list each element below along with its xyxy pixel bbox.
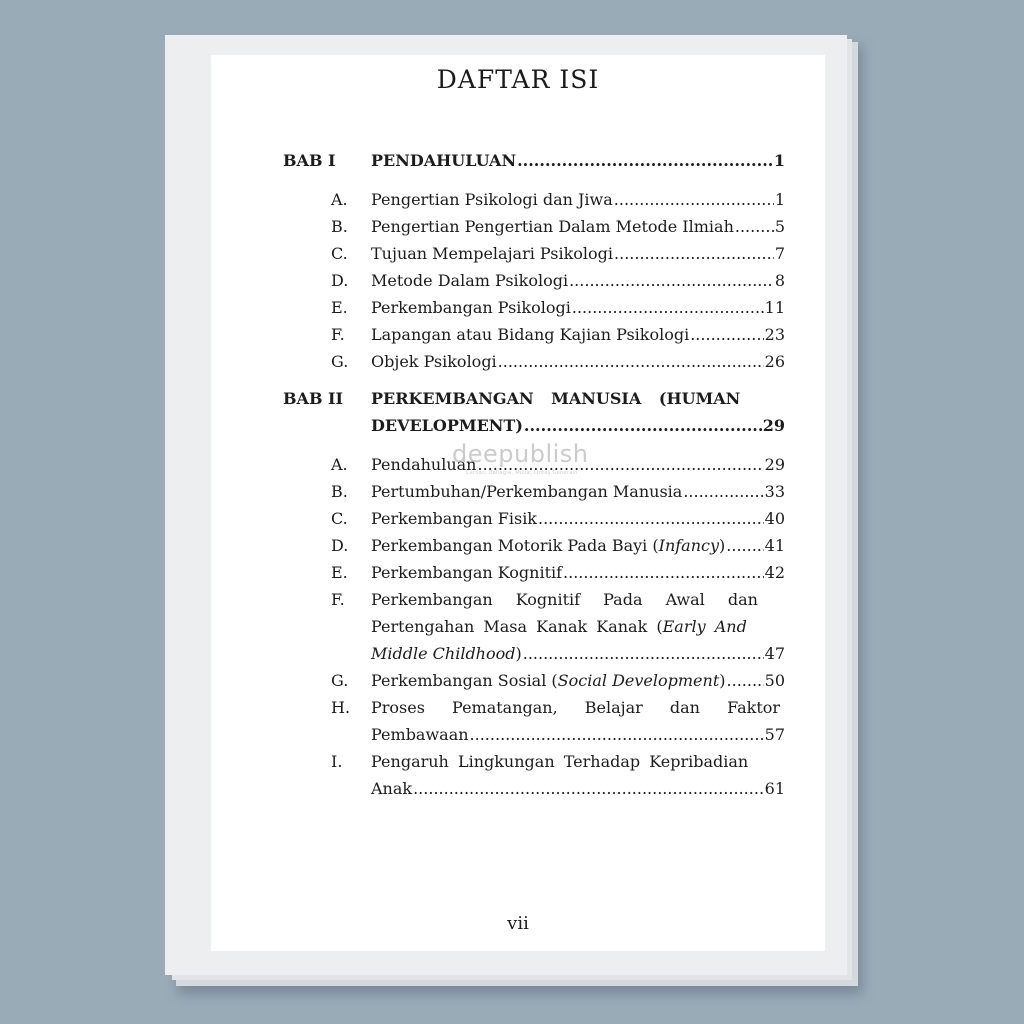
toc-item-continued[interactable] [211, 721, 825, 748]
item-text-line3: Middle Childhood) [371, 644, 522, 663]
leader-dots [572, 294, 764, 321]
item-page: 29 [764, 455, 785, 474]
leader-dots [413, 775, 764, 802]
toc-item-continued[interactable] [211, 775, 825, 802]
item-letter: I. [331, 752, 343, 771]
item-page: 5 [774, 217, 785, 236]
item-letter: E. [331, 298, 348, 317]
item-text: Objek Psikologi [371, 352, 497, 371]
item-text: Perkembangan Psikologi [371, 298, 571, 317]
chapter-number: BAB II [283, 389, 343, 408]
item-letter: F. [331, 590, 345, 609]
leader-dots [683, 478, 763, 505]
item-page: 23 [764, 325, 785, 344]
item-page: 42 [764, 563, 785, 582]
chapter-entry [371, 147, 785, 174]
item-letter: A. [331, 190, 348, 209]
item-letter: D. [331, 271, 349, 290]
item-text-line1: Perkembangan Kognitif Pada Awal dan [371, 590, 758, 609]
chapter-row-continued[interactable] [211, 412, 825, 439]
toc-item[interactable] [211, 213, 825, 240]
item-page: 57 [764, 725, 785, 744]
item-text: Lapangan atau Bidang Kajian Psikologi [371, 325, 690, 344]
item-text-line1: Proses Pematangan, Belajar dan Faktor [371, 698, 781, 717]
toc-item[interactable] [211, 586, 825, 613]
item-text: Metode Dalam Psikologi [371, 271, 569, 290]
toc-item[interactable] [211, 321, 825, 348]
toc-item[interactable] [211, 240, 825, 267]
item-page: 40 [764, 509, 785, 528]
chapter-title-line2: DEVELOPMENT) [371, 416, 523, 435]
publisher-watermark: deepublish [452, 440, 589, 468]
item-page: 1 [774, 190, 785, 209]
item-letter: A. [331, 455, 348, 474]
leader-dots [523, 640, 764, 667]
leader-dots [614, 240, 774, 267]
chapter-row[interactable] [211, 385, 825, 412]
toc-item[interactable] [211, 667, 825, 694]
toc-item[interactable] [211, 748, 825, 775]
item-letter: G. [331, 671, 349, 690]
item-letter: C. [331, 509, 348, 528]
toc-item[interactable] [211, 505, 825, 532]
item-text-line2: Pertengahan Masa Kanak Kanak (Early And [371, 617, 747, 636]
chapter-page: 1 [773, 151, 785, 170]
toc-item[interactable] [211, 267, 825, 294]
leader-dots [690, 321, 763, 348]
item-letter: B. [331, 482, 348, 501]
toc-item-continued[interactable] [211, 640, 825, 667]
leader-dots [727, 667, 764, 694]
item-page: 26 [764, 352, 785, 371]
book-page [211, 55, 825, 951]
item-page: 33 [764, 482, 785, 501]
item-page: 47 [764, 644, 785, 663]
item-text: Perkembangan Kognitif [371, 563, 563, 582]
toc-item[interactable] [211, 294, 825, 321]
toc-item[interactable] [211, 348, 825, 375]
chapter-title-line1: PERKEMBANGAN MANUSIA (HUMAN [371, 389, 741, 408]
watermark-tagline: Cerdas, Bahagia, Mulia, Lintas Generasi [466, 470, 578, 476]
item-letter: H. [331, 698, 351, 717]
item-text: Pengertian Pengertian Dalam Metode Ilmiah [371, 217, 734, 236]
toc-item-continued[interactable] [211, 613, 825, 640]
item-letter: C. [331, 244, 348, 263]
toc-item[interactable] [211, 559, 825, 586]
toc-item[interactable] [211, 694, 825, 721]
toc-item[interactable] [211, 186, 825, 213]
item-text: Pengertian Psikologi dan Jiwa [371, 190, 613, 209]
leader-dots [517, 147, 773, 174]
chapter-number: BAB I [283, 151, 336, 170]
page-title: DAFTAR ISI [436, 65, 600, 94]
item-page: 61 [764, 779, 785, 798]
chapter-entry [371, 385, 785, 412]
leader-dots [470, 721, 764, 748]
leader-dots [735, 213, 774, 240]
item-page: 8 [774, 271, 785, 290]
item-page: 7 [774, 244, 785, 263]
item-text: Pendahuluan [371, 455, 477, 474]
item-text-line1: Pengaruh Lingkungan Terhadap Kepribadian [371, 752, 749, 771]
item-letter: D. [331, 536, 349, 555]
toc-item[interactable] [211, 532, 825, 559]
chapter-row[interactable] [211, 147, 825, 174]
chapter-title: PENDAHULUAN [371, 151, 517, 170]
item-letter: B. [331, 217, 348, 236]
item-text-line2: Pembawaan [371, 725, 469, 744]
item-text: Perkembangan Sosial (Social Development) [371, 671, 726, 690]
item-letter: F. [331, 325, 345, 344]
item-text: Pertumbuhan/Perkembangan Manusia [371, 482, 683, 501]
item-text-line2: Anak [371, 779, 413, 798]
leader-dots [726, 532, 763, 559]
toc-item[interactable] [211, 478, 825, 505]
leader-dots [538, 505, 764, 532]
item-page: 11 [764, 298, 785, 317]
leader-dots [524, 412, 762, 439]
item-page: 50 [764, 671, 785, 690]
chapter-page: 29 [762, 416, 785, 435]
item-text: Perkembangan Fisik [371, 509, 537, 528]
leader-dots [614, 186, 774, 213]
item-page: 41 [764, 536, 785, 555]
item-letter: E. [331, 563, 348, 582]
leader-dots [498, 348, 764, 375]
item-text: Tujuan Mempelajari Psikologi [371, 244, 614, 263]
item-letter: G. [331, 352, 349, 371]
leader-dots [563, 559, 764, 586]
page-number: vii [507, 913, 529, 934]
item-text: Perkembangan Motorik Pada Bayi (Infancy) [371, 536, 726, 555]
leader-dots [569, 267, 774, 294]
